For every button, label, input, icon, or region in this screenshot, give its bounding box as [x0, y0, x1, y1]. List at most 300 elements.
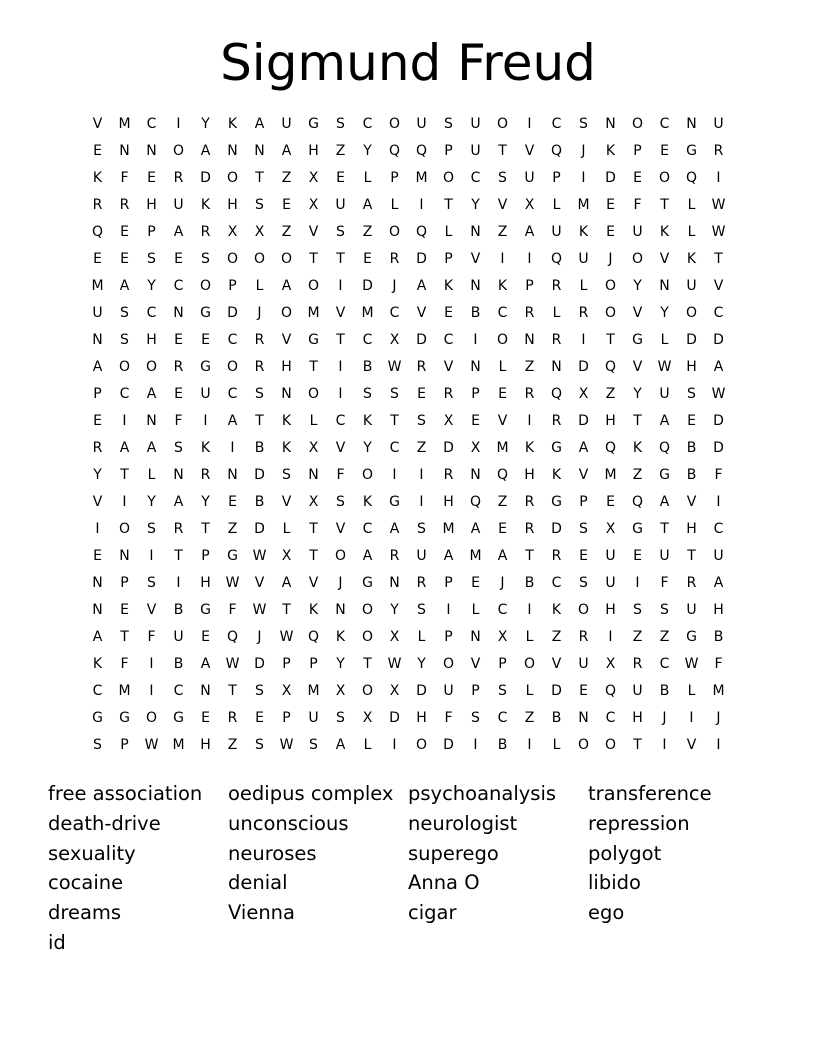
grid-letter: H	[686, 359, 697, 375]
grid-letter: L	[309, 413, 318, 429]
grid-letter: J	[257, 305, 262, 321]
grid-letter: Z	[335, 143, 346, 159]
grid-letter: P	[120, 737, 129, 753]
grid-letter: N	[227, 143, 238, 159]
grid-letter: E	[579, 683, 588, 699]
word-list-item: neurologist	[408, 811, 518, 835]
grid-letter: I	[419, 197, 424, 213]
grid-letter: O	[145, 359, 158, 375]
grid-letter: U	[605, 575, 616, 591]
grid-letter: O	[307, 278, 320, 294]
grid-letter: D	[227, 305, 238, 321]
grid-letter: M	[469, 548, 482, 564]
grid-row	[84, 462, 732, 489]
grid-letter: U	[686, 278, 697, 294]
grid-letter: X	[389, 629, 400, 645]
grid-letter: G	[92, 710, 103, 726]
grid-letter: W	[711, 224, 726, 240]
grid-letter: J	[500, 575, 505, 591]
grid-letter: C	[227, 386, 238, 402]
grid-letter: A	[659, 413, 670, 429]
word-list	[48, 779, 788, 958]
grid-letter: B	[470, 305, 481, 321]
grid-letter: V	[92, 116, 103, 132]
grid-row	[84, 192, 732, 219]
grid-letter: S	[390, 386, 399, 402]
grid-letter: G	[200, 602, 211, 618]
grid-letter: Z	[497, 224, 508, 240]
grid-letter: P	[525, 278, 534, 294]
grid-letter: A	[200, 143, 211, 159]
grid-letter: V	[497, 197, 508, 213]
grid-letter: Q	[604, 359, 617, 375]
grid-letter: E	[174, 386, 183, 402]
grid-letter: S	[255, 386, 264, 402]
grid-row	[84, 516, 732, 543]
grid-letter: T	[660, 197, 669, 213]
grid-letter: Q	[469, 494, 482, 510]
grid-letter: N	[146, 413, 157, 429]
grid-letter: I	[122, 494, 127, 510]
grid-letter: S	[147, 575, 156, 591]
grid-letter: A	[281, 278, 292, 294]
grid-letter: U	[173, 197, 184, 213]
grid-letter: M	[118, 116, 131, 132]
grid-letter: P	[390, 170, 399, 186]
grid-letter: V	[632, 359, 643, 375]
grid-letter: N	[146, 143, 157, 159]
grid-letter: N	[200, 683, 211, 699]
grid-letter: L	[147, 467, 156, 483]
grid-letter: W	[279, 629, 294, 645]
grid-letter: D	[551, 521, 562, 537]
grid-letter: X	[389, 332, 400, 348]
grid-letter: O	[361, 683, 374, 699]
grid-letter: Y	[390, 602, 399, 618]
grid-letter: X	[281, 683, 292, 699]
word-list-item: polygot	[588, 841, 662, 865]
grid-letter: I	[338, 278, 343, 294]
grid-letter: C	[713, 305, 724, 321]
grid-letter: E	[282, 197, 291, 213]
grid-letter: W	[711, 386, 726, 402]
grid-letter: G	[632, 521, 643, 537]
grid-letter: G	[551, 440, 562, 456]
grid-letter: U	[200, 386, 211, 402]
grid-letter: H	[200, 575, 211, 591]
grid-letter: A	[254, 116, 265, 132]
grid-letter: X	[605, 656, 616, 672]
grid-letter: A	[119, 278, 130, 294]
grid-letter: I	[527, 737, 532, 753]
grid-letter: Z	[551, 629, 562, 645]
grid-letter: D	[254, 521, 265, 537]
grid-letter: M	[172, 737, 185, 753]
grid-row	[84, 624, 732, 651]
grid-letter: Y	[417, 656, 426, 672]
grid-letter: X	[443, 413, 454, 429]
word-list-item: unconscious	[228, 811, 349, 835]
grid-letter: U	[470, 116, 481, 132]
grid-letter: W	[279, 737, 294, 753]
grid-letter: T	[174, 548, 183, 564]
grid-letter: E	[417, 386, 426, 402]
grid-letter: K	[632, 440, 643, 456]
grid-letter: H	[227, 197, 238, 213]
grid-letter: W	[225, 656, 240, 672]
grid-letter: D	[443, 737, 454, 753]
grid-letter: V	[335, 521, 346, 537]
grid-letter: Y	[363, 143, 372, 159]
grid-letter: A	[146, 386, 157, 402]
grid-letter: D	[254, 467, 265, 483]
grid-letter: C	[362, 116, 373, 132]
grid-letter: U	[659, 386, 670, 402]
grid-letter: V	[254, 575, 265, 591]
grid-letter: A	[497, 548, 508, 564]
grid-letter: R	[254, 359, 265, 375]
grid-row	[84, 705, 732, 732]
word-list-item: cigar	[408, 901, 457, 925]
grid-letter: Z	[632, 467, 643, 483]
grid-letter: F	[147, 629, 156, 645]
grid-letter: O	[280, 251, 293, 267]
grid-letter: C	[659, 656, 670, 672]
grid-letter: T	[309, 521, 318, 537]
word-list-item: neuroses	[228, 841, 317, 865]
grid-letter: A	[146, 440, 157, 456]
grid-letter: B	[362, 359, 373, 375]
grid-letter: R	[713, 143, 724, 159]
grid-letter: O	[604, 737, 617, 753]
grid-letter: L	[687, 683, 696, 699]
grid-letter: E	[687, 413, 696, 429]
grid-letter: K	[524, 440, 535, 456]
grid-letter: E	[120, 602, 129, 618]
grid-letter: T	[660, 521, 669, 537]
grid-letter: X	[308, 494, 319, 510]
grid-letter: C	[362, 332, 373, 348]
grid-letter: I	[419, 494, 424, 510]
grid-letter: N	[686, 116, 697, 132]
grid-letter: P	[471, 386, 480, 402]
grid-letter: I	[446, 602, 451, 618]
grid-letter: T	[336, 251, 345, 267]
grid-letter: H	[416, 710, 427, 726]
grid-letter: X	[497, 629, 508, 645]
grid-letter: R	[200, 467, 211, 483]
grid-letter: O	[172, 143, 185, 159]
grid-letter: K	[362, 494, 373, 510]
grid-letter: D	[389, 710, 400, 726]
grid-letter: N	[119, 548, 130, 564]
grid-letter: A	[200, 656, 211, 672]
grid-letter: V	[416, 305, 427, 321]
grid-letter: L	[498, 359, 507, 375]
grid-letter: M	[307, 683, 320, 699]
grid-letter: T	[390, 413, 399, 429]
grid-letter: D	[713, 413, 724, 429]
grid-row	[84, 489, 732, 516]
grid-letter: N	[578, 710, 589, 726]
grid-letter: N	[605, 116, 616, 132]
grid-letter: S	[147, 521, 156, 537]
grid-letter: V	[686, 494, 697, 510]
grid-letter: O	[631, 251, 644, 267]
grid-letter: O	[253, 251, 266, 267]
grid-letter: L	[552, 737, 561, 753]
grid-letter: Z	[632, 629, 643, 645]
grid-letter: J	[392, 278, 397, 294]
grid-letter: D	[578, 413, 589, 429]
grid-row	[84, 570, 732, 597]
grid-letter: R	[524, 521, 535, 537]
grid-letter: O	[307, 386, 320, 402]
grid-letter: L	[282, 521, 291, 537]
grid-letter: F	[336, 467, 345, 483]
grid-letter: A	[281, 143, 292, 159]
grid-letter: S	[309, 737, 318, 753]
grid-letter: R	[443, 467, 454, 483]
grid-letter: W	[387, 656, 402, 672]
grid-letter: S	[201, 251, 210, 267]
grid-letter: C	[605, 710, 616, 726]
grid-letter: X	[254, 224, 265, 240]
grid-row	[84, 651, 732, 678]
grid-letter: E	[633, 170, 642, 186]
grid-letter: K	[92, 656, 103, 672]
grid-letter: S	[120, 332, 129, 348]
grid-letter: N	[173, 305, 184, 321]
grid-letter: O	[577, 602, 590, 618]
grid-letter: T	[525, 548, 534, 564]
grid-letter: O	[118, 521, 131, 537]
grid-letter: Z	[227, 737, 238, 753]
grid-letter: O	[280, 305, 293, 321]
grid-letter: G	[362, 575, 373, 591]
grid-row	[84, 597, 732, 624]
grid-letter: R	[92, 197, 103, 213]
grid-letter: H	[713, 602, 724, 618]
grid-letter: P	[93, 386, 102, 402]
grid-row	[84, 300, 732, 327]
grid-letter: G	[200, 305, 211, 321]
grid-letter: G	[308, 116, 319, 132]
grid-letter: X	[578, 386, 589, 402]
grid-letter: L	[444, 224, 453, 240]
grid-letter: I	[689, 710, 694, 726]
grid-letter: S	[660, 602, 669, 618]
grid-letter: V	[497, 413, 508, 429]
grid-letter: K	[578, 224, 589, 240]
grid-letter: M	[496, 440, 509, 456]
grid-letter: E	[201, 629, 210, 645]
grid-letter: O	[361, 602, 374, 618]
grid-row	[84, 219, 732, 246]
grid-letter: F	[228, 602, 237, 618]
grid-letter: T	[282, 602, 291, 618]
grid-letter: P	[147, 224, 156, 240]
grid-letter: P	[444, 629, 453, 645]
grid-letter: I	[527, 251, 532, 267]
grid-letter: T	[444, 197, 453, 213]
grid-letter: U	[659, 548, 670, 564]
grid-letter: V	[470, 251, 481, 267]
grid-letter: R	[173, 521, 184, 537]
grid-letter: B	[254, 440, 265, 456]
grid-letter: N	[470, 467, 481, 483]
grid-letter: I	[149, 683, 154, 699]
grid-letter: O	[334, 548, 347, 564]
grid-letter: G	[173, 710, 184, 726]
grid-letter: A	[659, 494, 670, 510]
grid-letter: V	[659, 251, 670, 267]
grid-letter: N	[308, 467, 319, 483]
grid-letter: N	[470, 278, 481, 294]
grid-letter: E	[606, 494, 615, 510]
grid-letter: E	[120, 224, 129, 240]
grid-row	[84, 732, 732, 759]
grid-letter: Y	[633, 278, 642, 294]
grid-letter: U	[632, 683, 643, 699]
grid-letter: N	[92, 602, 103, 618]
grid-letter: Q	[496, 467, 509, 483]
grid-letter: P	[471, 683, 480, 699]
grid-letter: A	[470, 521, 481, 537]
grid-letter: F	[174, 413, 183, 429]
grid-letter: X	[227, 224, 238, 240]
grid-letter: T	[228, 683, 237, 699]
grid-letter: N	[227, 467, 238, 483]
grid-letter: P	[201, 548, 210, 564]
grid-letter: E	[93, 143, 102, 159]
grid-letter: K	[605, 143, 616, 159]
grid-letter: O	[388, 116, 401, 132]
grid-letter: E	[660, 143, 669, 159]
grid-letter: S	[336, 116, 345, 132]
grid-letter: T	[309, 251, 318, 267]
grid-row	[84, 246, 732, 273]
grid-letter: H	[281, 359, 292, 375]
grid-letter: F	[444, 710, 453, 726]
grid-letter: M	[415, 170, 428, 186]
grid-letter: K	[281, 440, 292, 456]
grid-row	[84, 111, 732, 138]
grid-letter: Q	[658, 440, 671, 456]
grid-letter: I	[581, 170, 586, 186]
grid-letter: S	[147, 251, 156, 267]
grid-letter: C	[335, 413, 346, 429]
grid-letter: K	[92, 170, 103, 186]
grid-letter: V	[551, 656, 562, 672]
grid-row	[84, 408, 732, 435]
grid-letter: H	[308, 143, 319, 159]
grid-letter: R	[173, 170, 184, 186]
grid-letter: I	[716, 737, 721, 753]
grid-letter: C	[227, 332, 238, 348]
grid-letter: C	[443, 332, 454, 348]
grid-letter: T	[363, 656, 372, 672]
grid-letter: C	[659, 116, 670, 132]
grid-letter: V	[92, 494, 103, 510]
grid-letter: Q	[685, 170, 698, 186]
grid-letter: Y	[147, 278, 156, 294]
grid-letter: Y	[471, 197, 480, 213]
grid-letter: Q	[91, 224, 104, 240]
grid-letter: O	[442, 170, 455, 186]
grid-letter: O	[658, 170, 671, 186]
word-list-item: psychoanalysis	[408, 782, 557, 805]
grid-letter: E	[363, 251, 372, 267]
grid-letter: T	[633, 413, 642, 429]
grid-row	[84, 354, 732, 381]
grid-letter: Y	[336, 656, 345, 672]
grid-letter: L	[660, 332, 669, 348]
grid-letter: K	[281, 413, 292, 429]
grid-letter: X	[335, 683, 346, 699]
grid-letter: J	[608, 251, 613, 267]
grid-letter: R	[227, 710, 238, 726]
grid-letter: Z	[524, 710, 535, 726]
grid-letter: S	[633, 602, 642, 618]
grid-letter: D	[578, 359, 589, 375]
grid-letter: K	[200, 197, 211, 213]
grid-letter: D	[200, 170, 211, 186]
grid-letter: I	[176, 575, 181, 591]
grid-letter: L	[552, 305, 561, 321]
grid-letter: N	[92, 575, 103, 591]
word-list-item: superego	[408, 841, 499, 865]
grid-letter: I	[95, 521, 100, 537]
grid-letter: F	[120, 656, 129, 672]
grid-letter: L	[579, 278, 588, 294]
grid-letter: D	[416, 251, 427, 267]
grid-letter: I	[716, 170, 721, 186]
grid-letter: Y	[633, 386, 642, 402]
grid-letter: N	[173, 467, 184, 483]
grid-letter: D	[416, 683, 427, 699]
grid-letter: C	[497, 710, 508, 726]
grid-letter: Z	[524, 359, 535, 375]
grid-letter: P	[498, 656, 507, 672]
grid-letter: V	[686, 737, 697, 753]
word-list-item: Anna O	[408, 871, 480, 895]
grid-letter: E	[174, 332, 183, 348]
grid-letter: U	[686, 602, 697, 618]
grid-letter: I	[419, 467, 424, 483]
grid-letter: P	[228, 278, 237, 294]
grid-letter: E	[174, 251, 183, 267]
grid-letter: K	[335, 629, 346, 645]
grid-row	[84, 138, 732, 165]
grid-letter: O	[631, 116, 644, 132]
grid-letter: R	[389, 251, 400, 267]
grid-letter: I	[527, 116, 532, 132]
grid-letter: G	[686, 629, 697, 645]
grid-letter: J	[338, 575, 343, 591]
grid-letter: R	[524, 494, 535, 510]
grid-letter: S	[255, 197, 264, 213]
grid-letter: D	[713, 332, 724, 348]
word-list-item: free association	[48, 782, 203, 805]
grid-letter: E	[93, 413, 102, 429]
grid-letter: P	[309, 656, 318, 672]
grid-letter: C	[389, 305, 400, 321]
grid-letter: N	[551, 359, 562, 375]
grid-letter: D	[605, 170, 616, 186]
grid-letter: I	[338, 386, 343, 402]
grid-letter: A	[389, 521, 400, 537]
